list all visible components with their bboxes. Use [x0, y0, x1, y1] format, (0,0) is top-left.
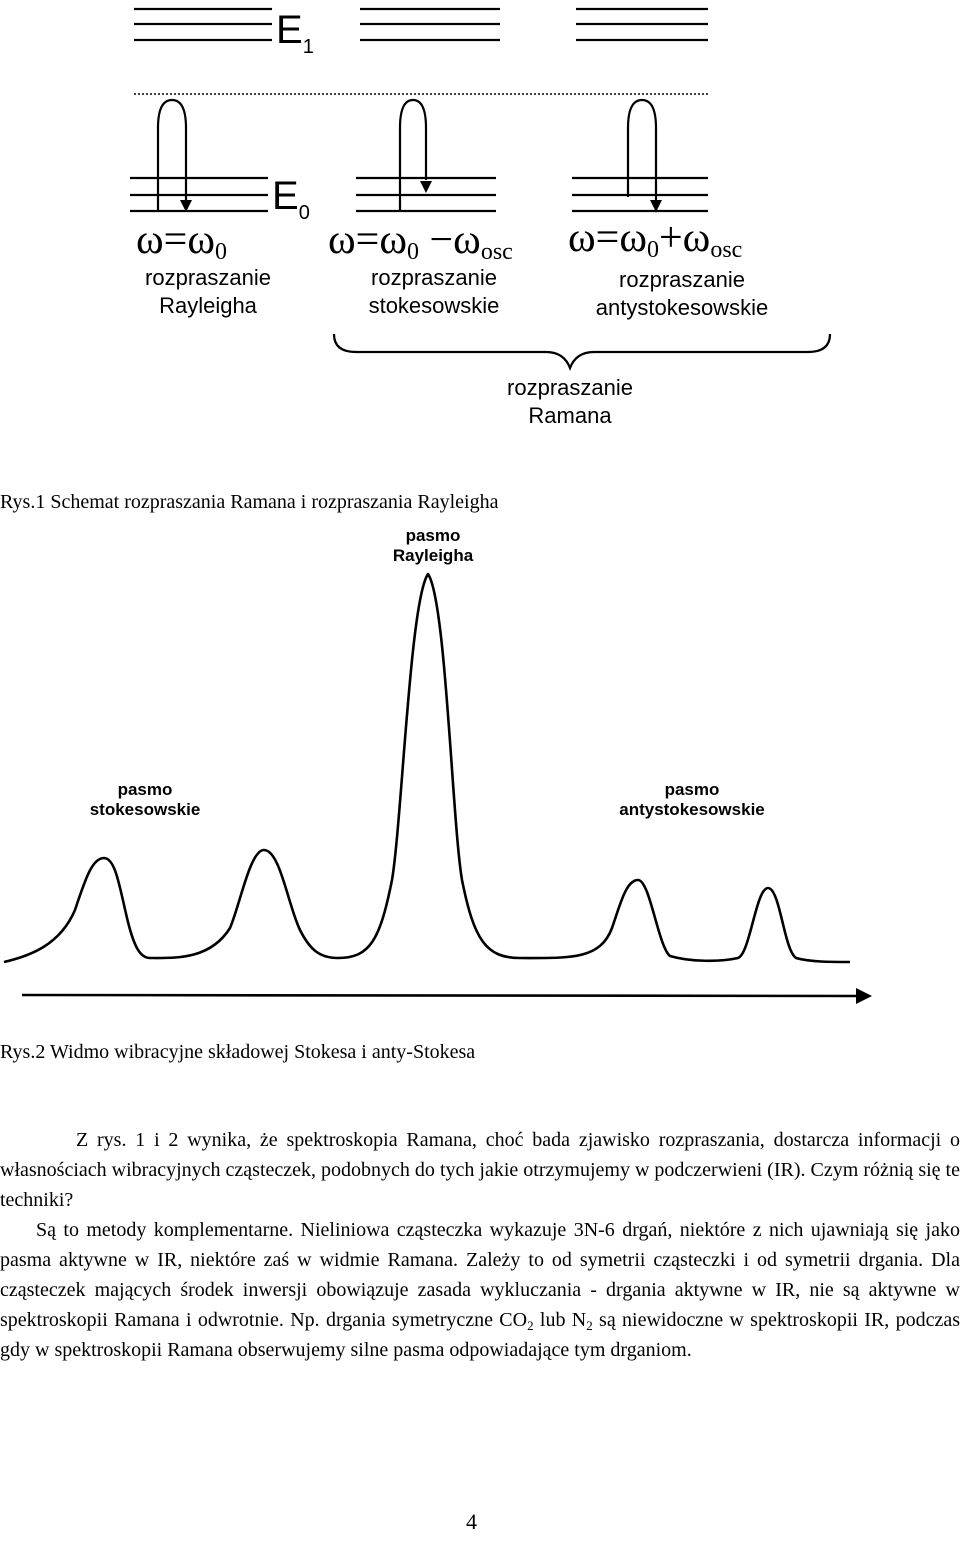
axis-arrow-head	[856, 988, 872, 1004]
figure-2-caption: Rys.2 Widmo wibracyjne składowej Stokesa i anty-Stokesa	[0, 1041, 476, 1063]
paragraph-1: Z rys. 1 i 2 wynika, że spektroskopia Ramana, choć bada zjawisko rozpraszania, dostarcza informacji o własnościach wibracyjnych cząsteczek, podobnych do tych jakie otrzymujemy w podczerwieni (IR). Czym różnią się te techniki?	[0, 1129, 960, 1211]
spectrum-axis	[22, 995, 858, 996]
raman-brace	[334, 334, 830, 368]
rayleigh-scattering-label: rozpraszanie Rayleigha	[145, 265, 271, 318]
stokes-scattering-label: rozpraszanie stokesowskie	[368, 265, 500, 318]
antistokes-transition	[628, 100, 656, 200]
rayleigh-formula: $\omega=\omega_0$	[136, 217, 227, 265]
body-text	[0, 1125, 960, 1365]
e0-label: $E_0$	[272, 174, 310, 224]
antistokes-band-label: pasmo antystokesowskie	[619, 780, 765, 819]
rayleigh-band-label: pasmo Rayleigha	[392, 526, 474, 565]
stokes-band-label: pasmo stokesowskie	[89, 780, 201, 819]
raman-scattering-label: rozpraszanie Ramana	[507, 375, 633, 428]
page-number: 4	[466, 1509, 477, 1534]
raman-spectrum-plot	[0, 560, 960, 1020]
e1-label: $E_1$	[276, 8, 314, 58]
arrow-head	[420, 181, 432, 193]
spectrum-curve	[4, 574, 850, 962]
stokes-formula: $\omega=\omega_0 -\omega_{osc}$	[328, 217, 513, 265]
antistokes-scattering-label: rozpraszanie antystokesowskie	[595, 267, 769, 320]
antistokes-formula: $\omega=\omega_0+\omega_{osc}$	[568, 215, 743, 263]
figure-1-caption: Rys.1 Schemat rozpraszania Ramana i rozpraszania Rayleigha	[0, 491, 499, 513]
paragraph-2: Są to metody komplementarne. Nieliniowa cząsteczka wykazuje 3N-6 drgań, niektóre z nich ujawniają się jako pasma aktywne w IR, niektóre zaś w widmie Ramana. Zależy to od symetrii cząsteczki i od symetrii drgania. Dla cząsteczek mających środek inwersji obowiązuje zasada wykluczania - drgania aktywne w IR, nie są aktywne w spektroskopii Ramana i odwrotnie. Np. drgania symetryczne $CO_2$ lub $N_2$ są niewidoczne w spektroskopii IR, podczas gdy w spektroskopii Ramana obserwujemy silne pasma odpowiadające tym drganiom.	[0, 1219, 960, 1361]
